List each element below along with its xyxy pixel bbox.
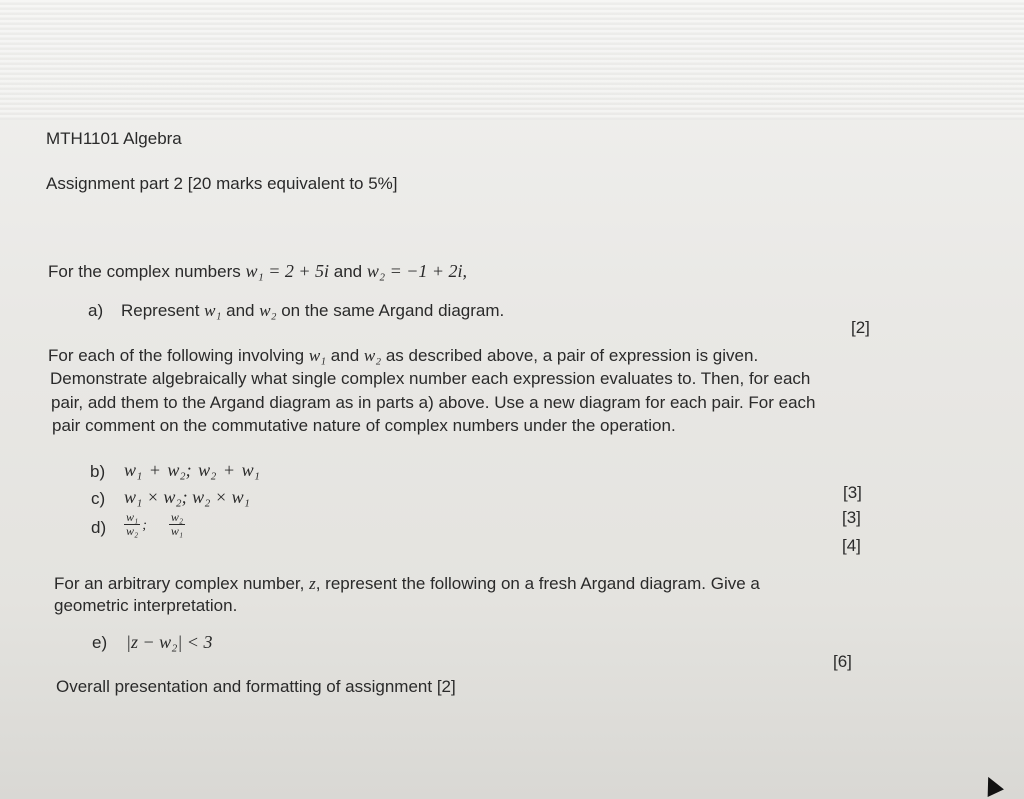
part-c-expression: w₁ × w₂; w₂ × w₁ <box>124 487 250 507</box>
fraction-separator: ; <box>142 517 147 533</box>
arbitrary-line-2: geometric interpretation. <box>54 596 238 615</box>
part-e-expression: |z − w₂| < 3 <box>126 632 213 652</box>
arbitrary-line-1b: , represent the following on a fresh Argand diagram. Give a <box>315 574 760 593</box>
paragraph-line-2: Demonstrate algebraically what single complex number each expression evaluates to. Then, for each <box>50 369 811 388</box>
part-a-text-2: and <box>221 301 260 320</box>
part-c-marks: [3] <box>842 508 861 527</box>
paragraph-line-4: pair comment on the commutative nature of complex numbers under the operation. <box>52 416 676 435</box>
paragraph-line-3: pair, add them to the Argand diagram as in parts a) above. Use a new diagram for each pair. For each <box>51 393 816 412</box>
mouse-pointer-icon <box>980 773 1004 797</box>
w2-definition: w₂ = −1 + 2i, <box>366 261 468 281</box>
part-b-label: b) <box>90 462 106 481</box>
part-d-expression <box>124 511 185 538</box>
part-b-expression: w₁ + w₂; w₂ + w₁ <box>124 460 260 480</box>
fraction-1-denominator: w₂ <box>126 524 139 538</box>
fraction-2-numerator: w₂ <box>170 510 184 524</box>
intro-line <box>48 261 467 282</box>
part-a-marks: [2] <box>851 318 870 337</box>
part-d-label: d) <box>91 518 107 537</box>
fraction-w2-over-w1 <box>169 511 185 538</box>
assignment-title: Assignment part 2 [20 marks equivalent to 5%] <box>46 174 398 193</box>
course-title: MTH1101 Algebra <box>46 129 182 148</box>
part-e-marks: [6] <box>833 652 852 671</box>
part-e-label: e) <box>92 633 108 652</box>
paragraph-line-1a: For each of the following involving <box>48 346 309 365</box>
part-a-text-1: Represent <box>121 301 205 320</box>
intro-and: and <box>329 262 367 281</box>
fraction-2-denominator: w₁ <box>170 524 184 538</box>
presentation-line: Overall presentation and formatting of assignment [2] <box>56 677 456 696</box>
paragraph-line-1 <box>48 346 758 366</box>
part-a-text-3: on the same Argand diagram. <box>276 301 505 320</box>
fraction-1-numerator: w₁ <box>126 510 139 524</box>
w1-definition: w₁ = 2 + 5i <box>245 261 330 281</box>
arbitrary-line-1 <box>54 574 760 594</box>
part-a-w2: w₂ <box>259 301 277 320</box>
paragraph-line-1b: and <box>326 346 364 365</box>
part-a-text <box>121 301 504 321</box>
intro-prefix: For the complex numbers <box>48 262 246 281</box>
screen-glare <box>0 0 1024 120</box>
paragraph-line-1c: as described above, a pair of expression is given. <box>381 346 759 365</box>
arbitrary-line-1a: For an arbitrary complex number, <box>54 574 310 593</box>
fraction-w1-over-w2 <box>124 511 140 538</box>
part-a-w1: w₁ <box>204 301 222 320</box>
arbitrary-z: z <box>309 574 316 593</box>
paragraph-w1: w₁ <box>308 346 327 365</box>
part-c-label: c) <box>91 489 106 508</box>
part-d-marks: [4] <box>842 536 861 555</box>
part-a-label: a) <box>88 301 104 320</box>
part-b-marks: [3] <box>843 483 862 502</box>
paragraph-w2: w₂ <box>363 346 382 365</box>
